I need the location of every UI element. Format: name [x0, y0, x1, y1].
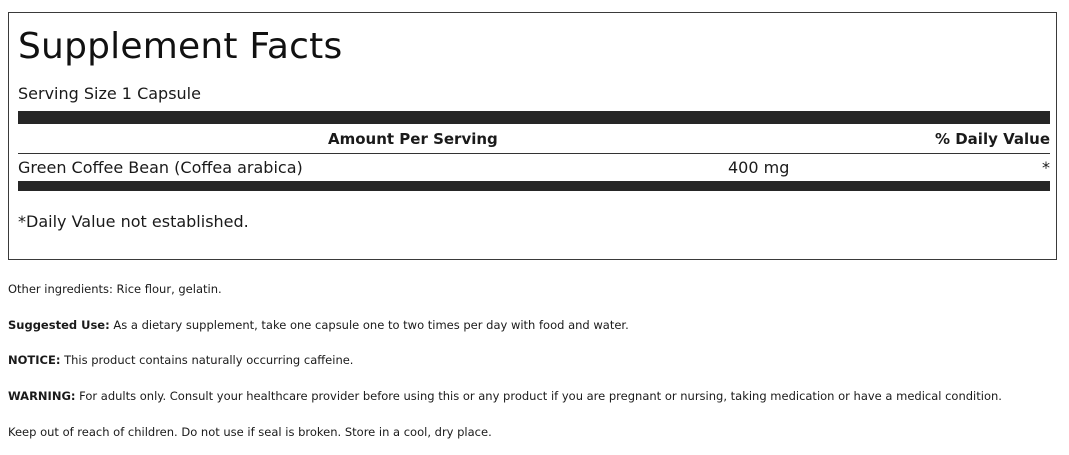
suggested-use-text: As a dietary supplement, take one capsule one to two times per day with food and water.	[113, 318, 629, 332]
other-ingredients: Other ingredients: Rice flour, gelatin.	[8, 282, 222, 296]
thick-divider-bottom	[18, 181, 1050, 191]
facts-header-row	[18, 128, 1050, 150]
amount-per-serving-label: Amount Per Serving	[328, 130, 498, 148]
daily-value-footnote: *Daily Value not established.	[18, 212, 249, 231]
storage-instructions: Keep out of reach of children. Do not use if seal is broken. Store in a cool, dry place.	[8, 425, 492, 439]
supplement-facts-panel	[8, 12, 1057, 260]
daily-value-label: % Daily Value	[934, 130, 1050, 148]
warning-label: WARNING:	[8, 389, 76, 403]
thin-divider	[18, 153, 1050, 154]
notice-label: NOTICE:	[8, 353, 61, 367]
suggested-use	[8, 317, 629, 333]
notice-text: This product contains naturally occurring caffeine.	[64, 353, 354, 367]
ingredient-daily-value: *	[1042, 158, 1050, 177]
ingredient-row	[18, 156, 1050, 180]
warning	[8, 388, 1002, 404]
ingredient-amount: 400 mg	[728, 158, 790, 177]
suggested-use-label: Suggested Use:	[8, 318, 110, 332]
serving-size: Serving Size 1 Capsule	[18, 84, 201, 103]
warning-text: For adults only. Consult your healthcare provider before using this or any product if you are pregnant or nursing, taking medication or have a medical condition.	[79, 389, 1002, 403]
ingredient-name: Green Coffee Bean (Coffea arabica)	[18, 158, 303, 177]
thick-divider-top	[18, 111, 1050, 124]
notice	[8, 352, 353, 368]
facts-title: Supplement Facts	[18, 26, 343, 67]
